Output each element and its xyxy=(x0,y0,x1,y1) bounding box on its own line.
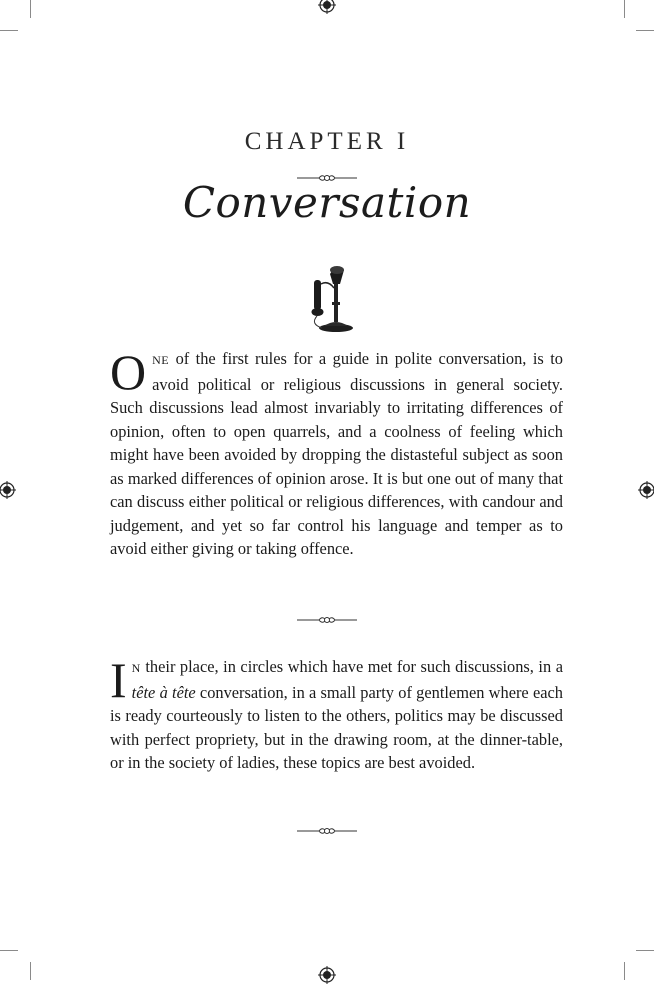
paragraph-two xyxy=(110,652,563,775)
crop-mark-top-left xyxy=(30,0,31,18)
chapter-number: CHAPTER I xyxy=(244,128,410,155)
registration-mark-left-icon xyxy=(0,481,16,499)
crop-mark-bottom-left-h xyxy=(0,950,18,951)
end-divider-icon xyxy=(295,824,359,838)
paragraph-text-continued: conversation, in a small party of gentlemen where each is ready courteously to listen to the others, politics may be discussed with perfect propriety, but in the drawing room, at the dinner-table, or in the society of ladies, these topics are best avoided. xyxy=(110,682,563,772)
italic-phrase: tête à tête xyxy=(131,682,196,702)
candlestick-telephone-icon xyxy=(300,262,360,334)
crop-mark-bottom-right xyxy=(624,962,625,980)
lead-small-caps: NE xyxy=(152,353,170,367)
lead-small-caps: N xyxy=(131,661,141,675)
drop-cap: O xyxy=(110,344,147,400)
crop-mark-top-right-h xyxy=(636,30,654,31)
registration-mark-right-icon xyxy=(638,481,654,499)
crop-mark-bottom-right-h xyxy=(636,950,654,951)
chapter-title: Conversation xyxy=(182,178,472,227)
section-divider-icon xyxy=(295,613,359,627)
registration-mark-top-icon xyxy=(318,0,336,14)
paragraph-one xyxy=(110,344,563,561)
paragraph-text: of the first rules for a guide in polite conversation, is to avoid political or religious discussions in general society. Such discussions lead almost invariably to irritating differences of opinion, often to open quarrels, and a coolness of feeling which might have been avoided by dropping the distasteful subject as soon as marked differences of opinion arose. It is but one out of many that can discuss either political or religious differences, with candour and judgement, and yet so far control his language and temper as to avoid either giving or taking offence. xyxy=(110,349,563,558)
drop-cap: I xyxy=(110,652,127,708)
crop-mark-bottom-left xyxy=(30,962,31,980)
registration-mark-bottom-icon xyxy=(318,966,336,984)
crop-mark-top-left-h xyxy=(0,30,18,31)
crop-mark-top-right xyxy=(624,0,625,18)
paragraph-text: their place, in circles which have met for such discussions, in a xyxy=(140,657,563,676)
